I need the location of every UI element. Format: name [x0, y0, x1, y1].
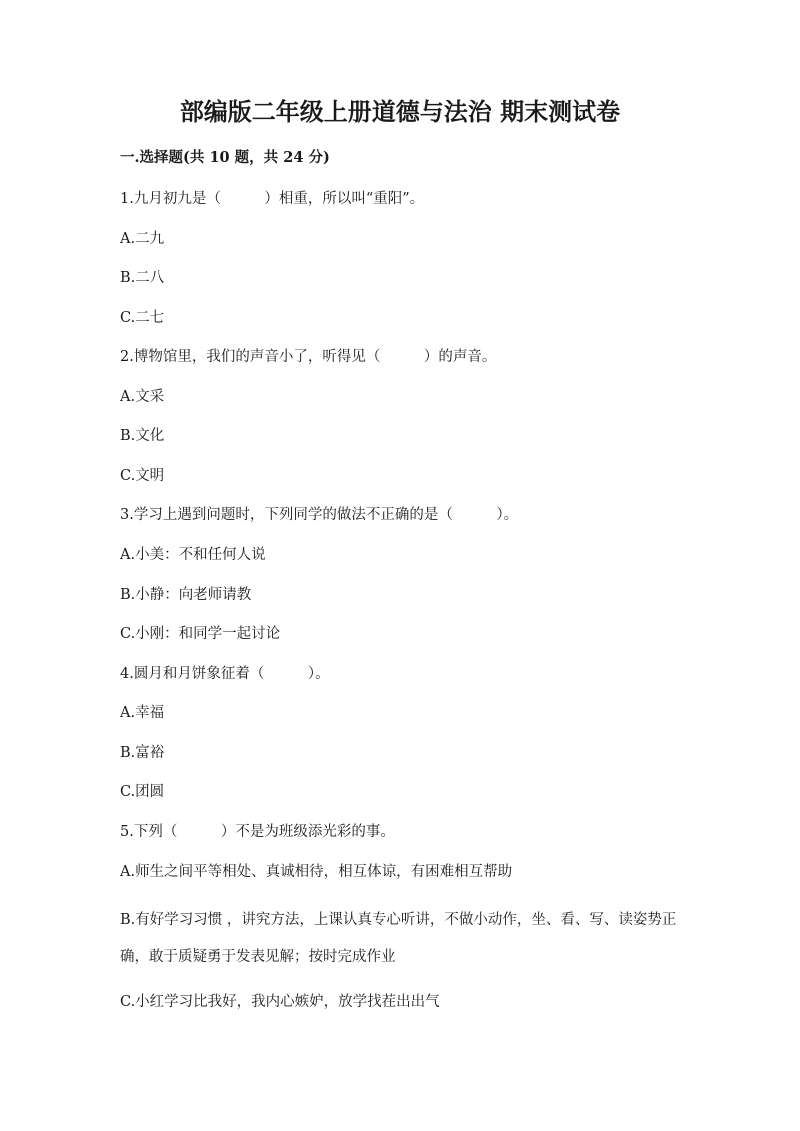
question-3-option-c: C.小刚：和同学一起讨论: [120, 626, 281, 642]
question-5-option-a: A.师生之间平等相处、真诚相待，相互体谅，有困难相互帮助: [120, 864, 513, 880]
section-heading: 一.选择题(共 10 题，共 24 分): [120, 149, 330, 166]
question-1-option-c: C.二七: [120, 310, 165, 326]
question-2-stem: 2.博物馆里，我们的声音小了，听得见（ ）的声音。: [120, 349, 497, 365]
question-2-option-a: A.文采: [120, 389, 165, 405]
question-3-stem: 3.学习上遇到问题时，下列同学的做法不正确的是（ ）。: [120, 507, 519, 523]
question-4-option-b: B.富裕: [120, 745, 165, 761]
question-4-stem: 4.圆月和月饼象征着（ ）。: [120, 666, 330, 682]
question-4-option-a: A.幸福: [120, 705, 165, 721]
question-5-stem: 5.下列（ ）不是为班级添光彩的事。: [120, 824, 395, 840]
question-5-option-b: B.有好学习习惯 ，讲究方法，上课认真专心听讲，不做小动作，坐、看、写、读姿势正确，敢于质疑勇于发表见解；按时完成作业: [120, 912, 677, 965]
page-title: 部编版二年级上册道德与法治 期末测试卷: [179, 97, 621, 126]
question-5-option-c: C.小红学习比我好，我内心嫉妒，放学找茬出出气: [120, 994, 440, 1010]
question-2-option-c: C.文明: [120, 468, 165, 484]
question-3-option-a: A.小美：不和任何人说: [120, 547, 266, 563]
question-2-option-b: B.文化: [120, 428, 165, 444]
question-1-option-b: B.二八: [120, 270, 165, 286]
question-1-stem: 1.九月初九是（ ）相重，所以叫“重阳”。: [120, 191, 425, 207]
question-1-option-a: A.二九: [120, 231, 165, 247]
question-3-option-b: B.小静：向老师请教: [120, 587, 252, 603]
question-4-option-c: C.团圆: [120, 784, 165, 800]
